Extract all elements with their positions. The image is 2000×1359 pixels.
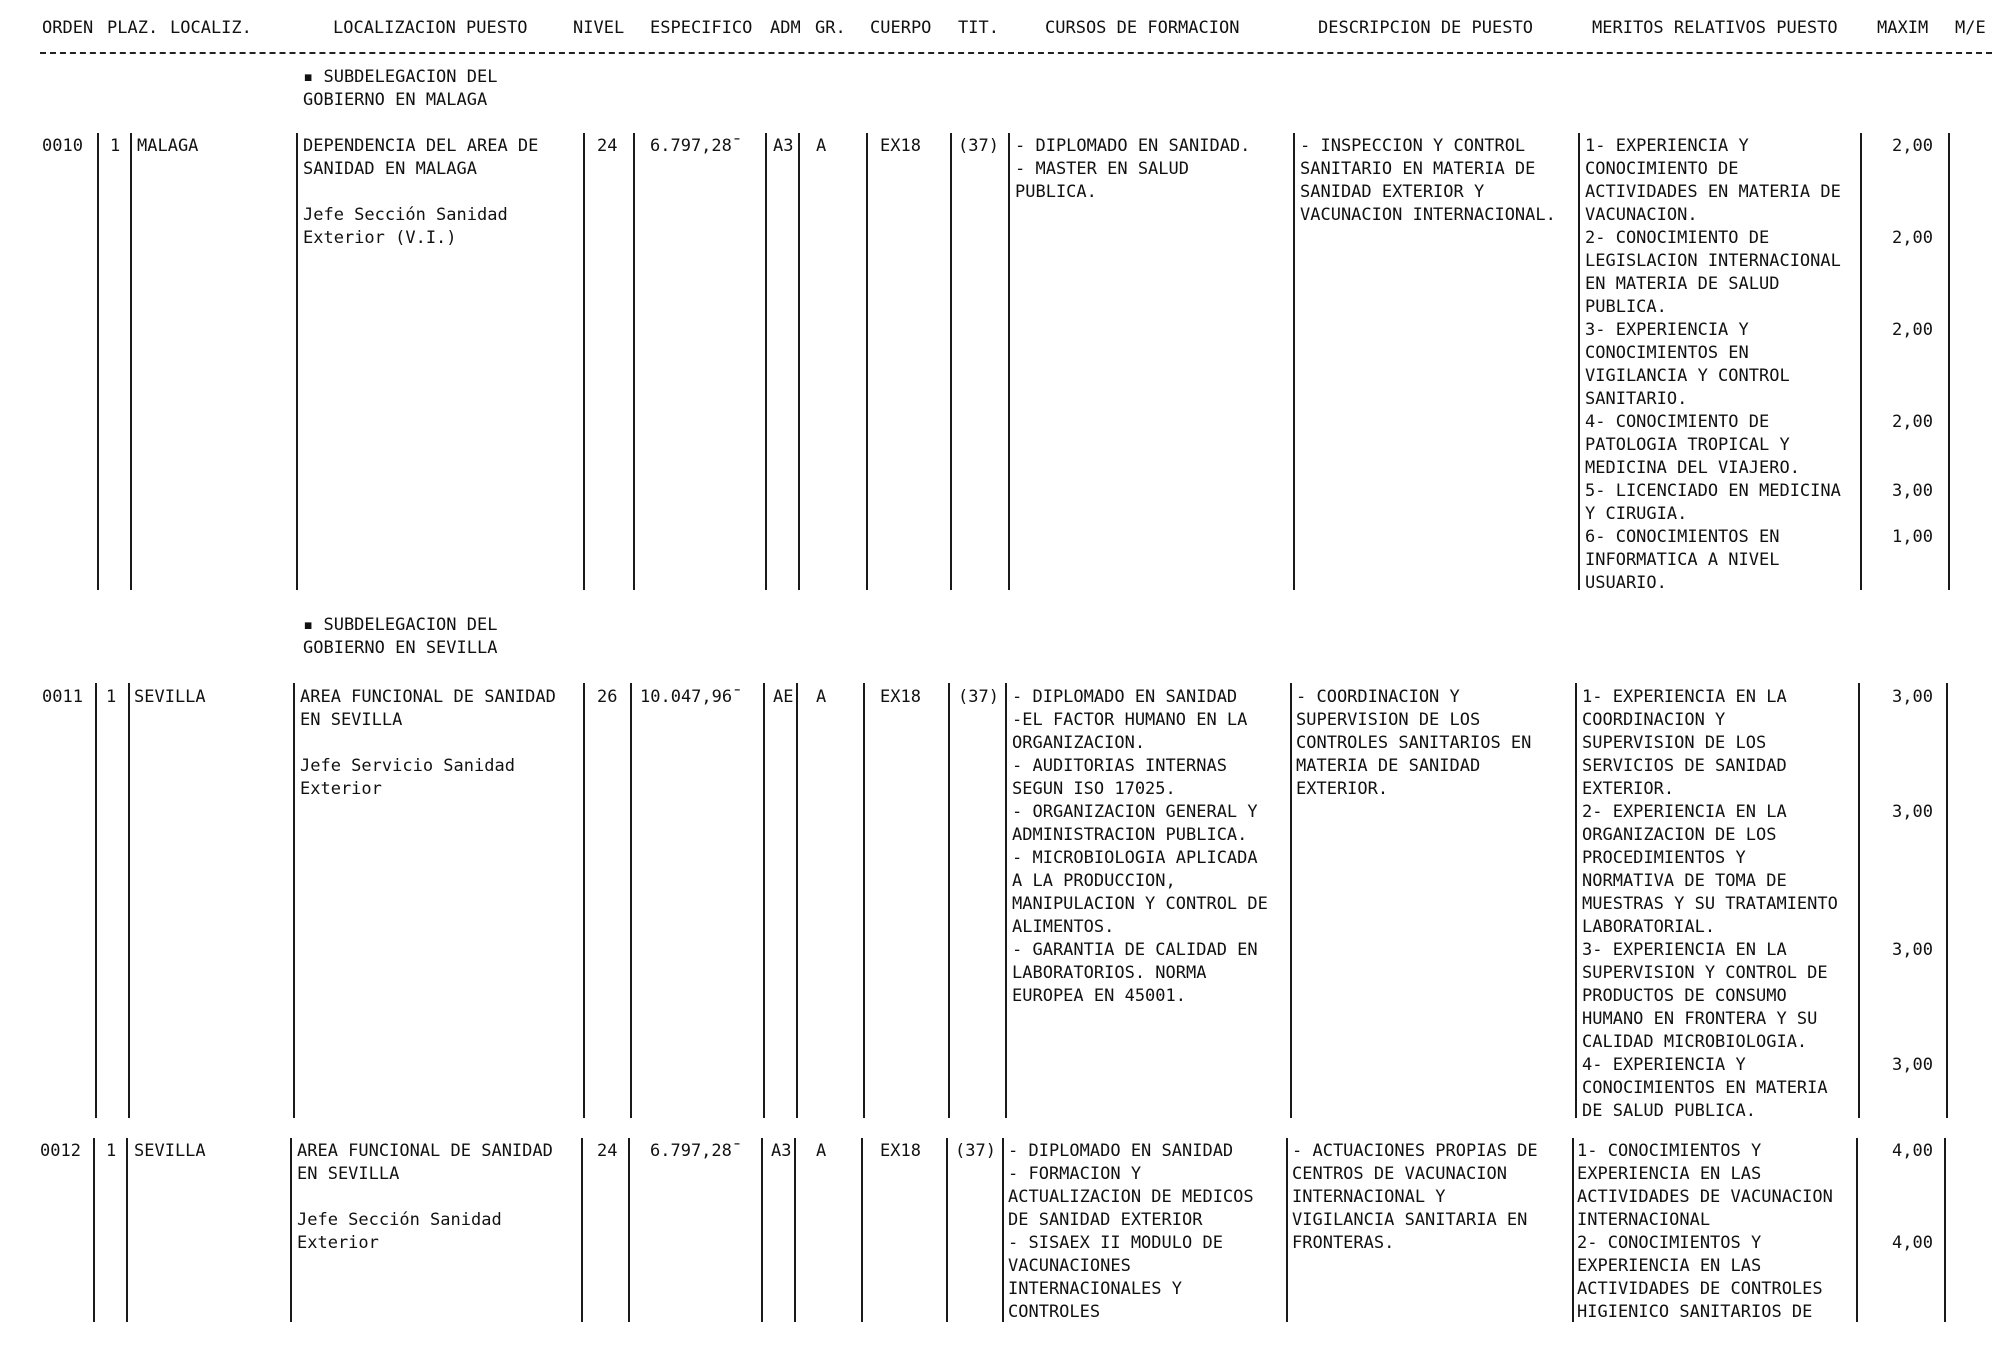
header-me: M/E bbox=[1955, 18, 1986, 38]
merit-max: 4,00 bbox=[1892, 1233, 1933, 1253]
cell-gr: A bbox=[816, 136, 827, 156]
header-separator bbox=[40, 52, 1992, 54]
cell-puesto: DEPENDENCIA DEL AREA DE SANIDAD EN MALAGA Jefe Sección Sanidad Exterior (V.I.) bbox=[303, 136, 539, 248]
column-divider bbox=[296, 133, 298, 590]
column-divider bbox=[1946, 683, 1948, 1118]
merit-item: 3- EXPERIENCIA EN LA SUPERVISION Y CONTROL DE PRODUCTOS DE CONSUMO HUMANO EN FRONTERA Y SU CALIDAD MICROBIOLOGIA. bbox=[1582, 940, 1828, 1052]
header-orden: ORDEN bbox=[42, 18, 94, 38]
column-divider bbox=[1856, 1138, 1858, 1322]
column-divider bbox=[1008, 133, 1010, 590]
column-divider bbox=[763, 683, 765, 1118]
merit-item: 2- CONOCIMIENTO DE LEGISLACION INTERNACIONAL EN MATERIA DE SALUD PUBLICA. bbox=[1585, 228, 1841, 317]
cell-orden: 0012 bbox=[40, 1141, 81, 1161]
merit-item: 2- EXPERIENCIA EN LA ORGANIZACION DE LOS PROCEDIMIENTOS Y NORMATIVA DE TOMA DE MUESTRAS Y SU TRATAMIENTO LABORATORIAL. bbox=[1582, 802, 1838, 937]
column-divider bbox=[128, 683, 130, 1118]
header-localiz: LOCALIZ. bbox=[170, 18, 252, 38]
column-divider bbox=[93, 1138, 95, 1322]
header-adm: ADM bbox=[770, 18, 801, 38]
cell-localiz: MALAGA bbox=[137, 136, 199, 156]
header-meritos: MERITOS RELATIVOS PUESTO bbox=[1592, 18, 1838, 38]
header-nivel: NIVEL bbox=[573, 18, 625, 38]
cell-puesto: AREA FUNCIONAL DE SANIDAD EN SEVILLA Jefe Servicio Sanidad Exterior bbox=[300, 687, 556, 799]
column-divider bbox=[583, 683, 585, 1118]
cell-plaz: 1 bbox=[106, 1141, 117, 1161]
header-cuerpo: CUERPO bbox=[870, 18, 932, 38]
cell-nivel: 26 bbox=[597, 687, 618, 707]
cell-tit: (37) bbox=[958, 687, 999, 707]
section-heading-malaga: ▪ SUBDELEGACION DEL GOBIERNO EN MALAGA bbox=[303, 67, 498, 110]
merit-max: 2,00 bbox=[1892, 412, 1933, 432]
header-gr: GR. bbox=[815, 18, 846, 38]
column-divider bbox=[1572, 1138, 1574, 1322]
header-plaz: PLAZ. bbox=[107, 18, 159, 38]
column-divider bbox=[630, 683, 632, 1118]
cell-gr: A bbox=[816, 1141, 827, 1161]
column-divider bbox=[1860, 133, 1862, 590]
merit-item: 2- CONOCIMIENTOS Y EXPERIENCIA EN LAS ACTIVIDADES DE CONTROLES HIGIENICO SANITARIOS DE bbox=[1577, 1233, 1823, 1322]
cell-cursos: - DIPLOMADO EN SANIDAD -EL FACTOR HUMANO EN LA ORGANIZACION. - AUDITORIAS INTERNAS SEGUN ISO 17025. - ORGANIZACION GENERAL Y ADMINISTRACION PUBLICA. - MICROBIOLOGIA APLICADA A LA PRODUCCION, MANIPULACION Y CONTROL DE ALIMENTOS. - GARANTIA DE CALIDAD EN LABORATORIOS. NORMA EUROPEA EN 45001. bbox=[1012, 687, 1268, 1006]
column-divider bbox=[583, 133, 585, 590]
column-divider bbox=[946, 1138, 948, 1322]
column-divider bbox=[633, 133, 635, 590]
cell-orden: 0010 bbox=[42, 136, 83, 156]
column-divider bbox=[1948, 133, 1950, 590]
merit-max: 2,00 bbox=[1892, 320, 1933, 340]
column-divider bbox=[1286, 1138, 1288, 1322]
merit-max: 1,00 bbox=[1892, 527, 1933, 547]
column-divider bbox=[794, 1138, 796, 1322]
column-divider bbox=[798, 133, 800, 590]
cell-especifico: 6.797,28¯ bbox=[650, 136, 743, 156]
cell-adm: A3 bbox=[771, 1141, 792, 1161]
column-divider bbox=[130, 133, 132, 590]
header-maxim: MAXIM bbox=[1877, 18, 1929, 38]
cell-cuerpo: EX18 bbox=[880, 1141, 921, 1161]
merit-max: 4,00 bbox=[1892, 1141, 1933, 1161]
cell-tit: (37) bbox=[958, 136, 999, 156]
column-divider bbox=[950, 133, 952, 590]
cell-puesto: AREA FUNCIONAL DE SANIDAD EN SEVILLA Jefe Sección Sanidad Exterior bbox=[297, 1141, 553, 1253]
column-divider bbox=[95, 683, 97, 1118]
column-divider bbox=[1575, 683, 1577, 1118]
cell-cuerpo: EX18 bbox=[880, 687, 921, 707]
column-divider bbox=[1578, 133, 1580, 590]
column-divider bbox=[97, 133, 99, 590]
column-divider bbox=[861, 1138, 863, 1322]
cell-descripcion: - INSPECCION Y CONTROL SANITARIO EN MATERIA DE SANIDAD EXTERIOR Y VACUNACION INTERNACIONAL. bbox=[1300, 136, 1556, 225]
merit-item: 5- LICENCIADO EN MEDICINA Y CIRUGIA. bbox=[1585, 481, 1841, 524]
cell-localiz: SEVILLA bbox=[134, 687, 206, 707]
column-divider bbox=[1944, 1138, 1946, 1322]
cell-gr: A bbox=[816, 687, 827, 707]
cell-localiz: SEVILLA bbox=[134, 1141, 206, 1161]
cell-descripcion: - ACTUACIONES PROPIAS DE CENTROS DE VACUNACION INTERNACIONAL Y VIGILANCIA SANITARIA EN FRONTERAS. bbox=[1292, 1141, 1538, 1253]
header-cursos: CURSOS DE FORMACION bbox=[1045, 18, 1240, 38]
merit-item: 4- CONOCIMIENTO DE PATOLOGIA TROPICAL Y MEDICINA DEL VIAJERO. bbox=[1585, 412, 1800, 478]
merit-item: 1- EXPERIENCIA Y CONOCIMIENTO DE ACTIVIDADES EN MATERIA DE VACUNACION. bbox=[1585, 136, 1841, 225]
column-divider bbox=[581, 1138, 583, 1322]
merit-max: 2,00 bbox=[1892, 228, 1933, 248]
cell-descripcion: - COORDINACION Y SUPERVISION DE LOS CONTROLES SANITARIOS EN MATERIA DE SANIDAD EXTERIOR. bbox=[1296, 687, 1532, 799]
merit-max: 3,00 bbox=[1892, 940, 1933, 960]
cell-adm: A3 bbox=[773, 136, 794, 156]
column-divider bbox=[761, 1138, 763, 1322]
column-divider bbox=[628, 1138, 630, 1322]
column-divider bbox=[290, 1138, 292, 1322]
header-especifico: ESPECIFICO bbox=[650, 18, 753, 38]
cell-cursos: - DIPLOMADO EN SANIDAD. - MASTER EN SALUD PUBLICA. bbox=[1015, 136, 1251, 202]
column-divider bbox=[863, 683, 865, 1118]
cell-cuerpo: EX18 bbox=[880, 136, 921, 156]
merit-max: 3,00 bbox=[1892, 1055, 1933, 1075]
merit-max: 2,00 bbox=[1892, 136, 1933, 156]
merit-item: 4- EXPERIENCIA Y CONOCIMIENTOS EN MATERIA DE SALUD PUBLICA. bbox=[1582, 1055, 1828, 1121]
merit-max: 3,00 bbox=[1892, 481, 1933, 501]
column-divider bbox=[796, 683, 798, 1118]
cell-especifico: 10.047,96¯ bbox=[640, 687, 743, 707]
cell-nivel: 24 bbox=[597, 1141, 618, 1161]
merit-item: 1- CONOCIMIENTOS Y EXPERIENCIA EN LAS ACTIVIDADES DE VACUNACION INTERNACIONAL bbox=[1577, 1141, 1833, 1230]
cell-cursos: - DIPLOMADO EN SANIDAD - FORMACION Y ACTUALIZACION DE MEDICOS DE SANIDAD EXTERIOR - SISAEX II MODULO DE VACUNACIONES INTERNACIONALES Y CONTROLES bbox=[1008, 1141, 1254, 1322]
cell-plaz: 1 bbox=[106, 687, 117, 707]
cell-nivel: 24 bbox=[597, 136, 618, 156]
column-divider bbox=[1002, 1138, 1004, 1322]
column-divider bbox=[126, 1138, 128, 1322]
column-divider bbox=[1293, 133, 1295, 590]
cell-orden: 0011 bbox=[42, 687, 83, 707]
merit-item: 3- EXPERIENCIA Y CONOCIMIENTOS EN VIGILANCIA Y CONTROL SANITARIO. bbox=[1585, 320, 1790, 409]
header-tit: TIT. bbox=[958, 18, 999, 38]
merit-max: 3,00 bbox=[1892, 802, 1933, 822]
cell-especifico: 6.797,28¯ bbox=[650, 1141, 743, 1161]
column-divider bbox=[866, 133, 868, 590]
merit-item: 6- CONOCIMIENTOS EN INFORMATICA A NIVEL USUARIO. bbox=[1585, 527, 1780, 593]
column-divider bbox=[1290, 683, 1292, 1118]
column-divider bbox=[765, 133, 767, 590]
header-localizacion-puesto: LOCALIZACION PUESTO bbox=[333, 18, 528, 38]
merit-item: 1- EXPERIENCIA EN LA COORDINACION Y SUPERVISION DE LOS SERVICIOS DE SANIDAD EXTERIOR. bbox=[1582, 687, 1787, 799]
cell-tit: (37) bbox=[955, 1141, 996, 1161]
section-heading-sevilla: ▪ SUBDELEGACION DEL GOBIERNO EN SEVILLA bbox=[303, 615, 498, 658]
column-divider bbox=[948, 683, 950, 1118]
column-divider bbox=[1005, 683, 1007, 1118]
column-divider bbox=[1858, 683, 1860, 1118]
column-divider bbox=[293, 683, 295, 1118]
merit-max: 3,00 bbox=[1892, 687, 1933, 707]
header-descripcion: DESCRIPCION DE PUESTO bbox=[1318, 18, 1533, 38]
cell-plaz: 1 bbox=[110, 136, 121, 156]
cell-adm: AE bbox=[773, 687, 794, 707]
